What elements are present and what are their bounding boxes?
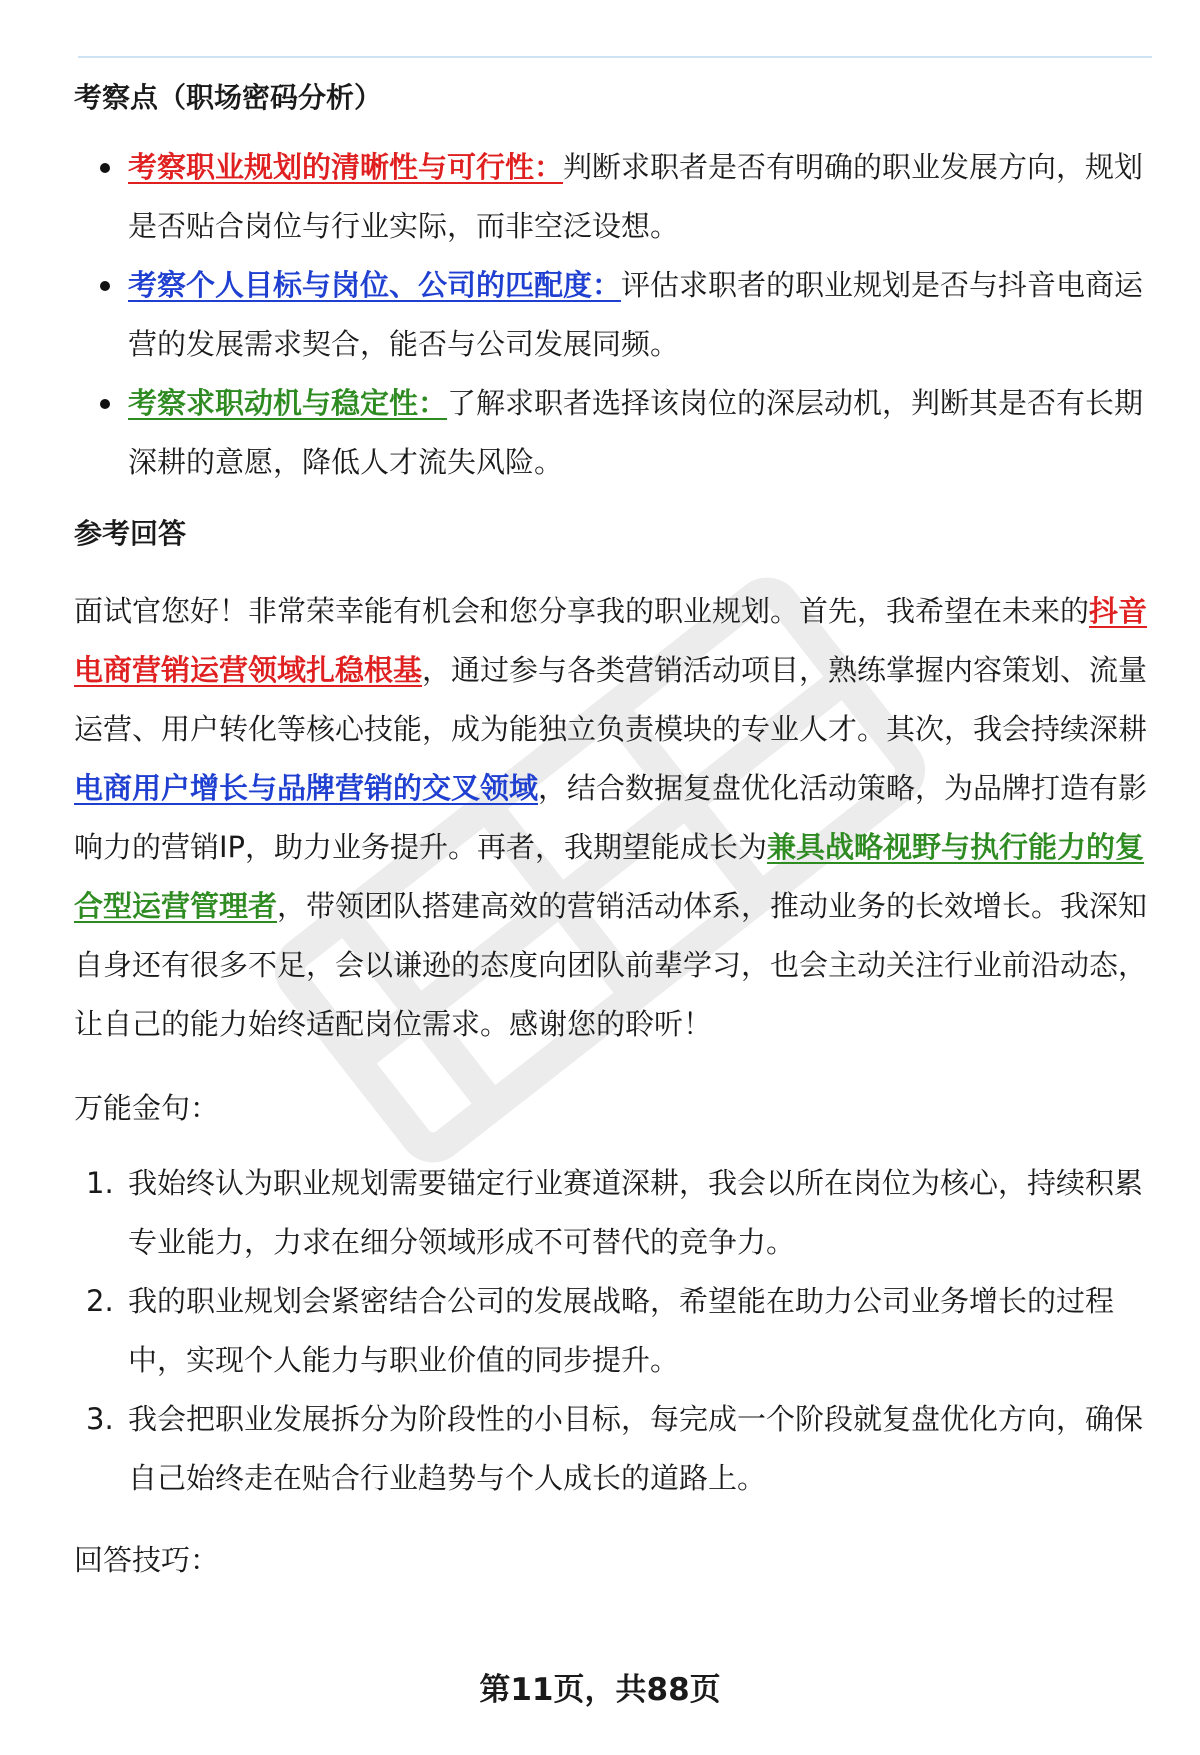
section-heading-examination-points: 考察点（职场密码分析）	[74, 81, 383, 114]
bullet-text: 了解求职者选择该岗位的深层动机，判断其是否有长期深耕的意愿，降低人才流失风险。	[128, 386, 1144, 479]
bullet-text: 判断求职者是否有明确的职业发展方向，规划是否贴合岗位与行业实际，而非空泛设想。	[128, 150, 1144, 243]
bullet-dot	[100, 163, 110, 173]
list-item	[74, 1272, 1148, 1390]
answer-text: ，带领团队搭建高效的营销活动体系，推动业务的长效增长。我深知自身还有很多不足，会以谦逊的态度向团队前辈学习，也会主动关注行业前沿动态，让自己的能力始终适配岗位需求。感谢您的聆听！	[74, 889, 1148, 1041]
answer-text: 面试官您好！非常荣幸能有机会和您分享我的职业规划。首先，我希望在未来的	[74, 594, 1090, 628]
list-item-text: 我始终认为职业规划需要锚定行业赛道深耕，我会以所在岗位为核心，持续积累专业能力，力求在细分领域形成不可替代的竞争力。	[128, 1166, 1144, 1259]
bullet-text: 评估求职者的职业规划是否与抖音电商运营的发展需求契合，能否与公司发展同频。	[128, 268, 1144, 361]
list-item	[74, 256, 1148, 374]
list-item	[74, 138, 1148, 256]
list-number: 2.	[86, 1284, 114, 1318]
reference-answer-paragraph	[74, 582, 1148, 1054]
keyword-highlight: 考察个人目标与岗位、公司的匹配度：	[128, 268, 622, 302]
examination-points-list	[74, 138, 1148, 492]
answer-text: ，通过参与各类营销活动项目，熟练掌握内容策划、流量运营、用户转化等核心技能，成为能独立负责模块的专业人才。其次，我会持续深耕	[74, 653, 1148, 746]
list-number: 1.	[86, 1166, 114, 1200]
answer-highlight: 电商用户增长与品牌营销的交叉领域	[74, 771, 539, 805]
list-item	[74, 1154, 1148, 1272]
list-item	[74, 1390, 1148, 1508]
document-content	[74, 72, 1148, 1582]
section-heading-reference-answer: 参考回答	[74, 517, 187, 550]
list-item-text: 我会把职业发展拆分为阶段性的小目标，每完成一个阶段就复盘优化方向，确保自己始终走在贴合行业趋势与个人成长的道路上。	[128, 1402, 1144, 1495]
answer-text: ，结合数据复盘优化活动策略，为品牌打造有影响力的营销IP，助力业务提升。再者，我期望能成长为	[74, 771, 1148, 864]
section-heading-answer-tips: 回答技巧：	[74, 1543, 220, 1577]
bullet-dot	[100, 399, 110, 409]
list-item-text: 我的职业规划会紧密结合公司的发展战略，希望能在助力公司业务增长的过程中，实现个人能力与职业价值的同步提升。	[128, 1284, 1115, 1377]
section-heading-golden-sentences: 万能金句：	[74, 1091, 220, 1125]
keyword-highlight: 考察求职动机与稳定性：	[128, 386, 448, 420]
answer-highlight: 兼具战略视野与执行能力的复合型运营管理者	[74, 830, 1145, 923]
list-number: 3.	[86, 1402, 114, 1436]
page-number-footer: 第11页，共88页	[479, 1672, 721, 1708]
bullet-dot	[100, 281, 110, 291]
golden-sentences-list	[74, 1154, 1148, 1508]
keyword-highlight: 考察职业规划的清晰性与可行性：	[128, 150, 564, 184]
answer-highlight: 抖音电商营销运营领域扎稳根基	[74, 594, 1148, 687]
top-divider	[78, 56, 1152, 58]
list-item	[74, 374, 1148, 492]
